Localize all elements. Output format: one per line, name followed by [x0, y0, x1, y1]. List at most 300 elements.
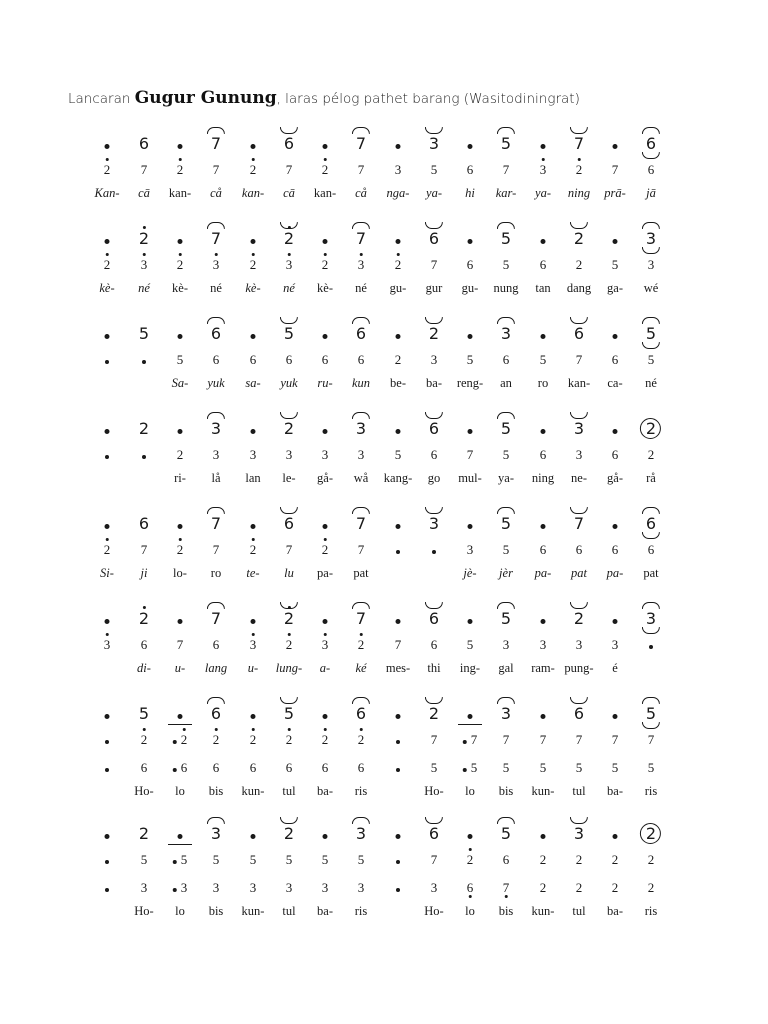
rest-dot: [105, 334, 110, 339]
elaboration-note: [105, 448, 109, 461]
elaboration-note: [173, 853, 188, 866]
elaboration-note: [503, 163, 510, 176]
kempul-arc: [207, 697, 225, 704]
elaboration-digit: 5: [430, 760, 438, 775]
grouping-bar: [168, 724, 192, 725]
octave-up-dot: [397, 253, 400, 256]
balungan-rest: [105, 326, 110, 342]
balungan-digit: 3: [211, 826, 221, 842]
lyric-syllable: Kan-: [94, 186, 120, 200]
elaboration-rest: [173, 733, 177, 746]
balungan-rest: [251, 706, 256, 722]
lyric-syllable: mul-: [458, 471, 482, 485]
elaboration-digit: 2: [176, 447, 184, 462]
elaboration-digit: 3: [285, 447, 293, 462]
kenong-arc: [642, 627, 660, 634]
rest-dot: [468, 834, 473, 839]
balungan-rest: [396, 826, 401, 842]
balungan-note: [501, 231, 511, 247]
balungan-rest: [468, 136, 473, 152]
elaboration-note: [322, 761, 329, 774]
balungan-rest: [178, 826, 183, 842]
balungan-note: [251, 231, 256, 247]
lyric-syllable: pung-: [564, 661, 594, 675]
elaboration-digit: 2: [611, 880, 619, 895]
kempul-arc: [497, 412, 515, 419]
grouping-bar: [458, 724, 482, 725]
elaboration-digit: 7: [176, 637, 184, 652]
balungan-digit: 3: [429, 516, 439, 532]
balungan-note: [574, 516, 584, 532]
balungan-digit: 5: [501, 516, 511, 532]
rest-dot: [251, 334, 256, 339]
balungan-digit: 2: [139, 611, 149, 627]
rest-dot: [173, 888, 177, 892]
balungan-rest: [468, 326, 473, 342]
balungan-rest: [613, 611, 618, 627]
balungan-rest: [105, 231, 110, 247]
lyric-syllable: Ho-: [424, 784, 444, 798]
elaboration-note: [540, 448, 547, 461]
elaboration-digit: 2: [395, 258, 402, 271]
elaboration-note: [576, 448, 583, 461]
balungan-note: [323, 611, 328, 627]
elaboration-digit: 6: [502, 352, 510, 367]
octave-up-dot: [324, 538, 327, 541]
elaboration-rest: [173, 853, 177, 866]
lyric-syllable: ning: [567, 186, 591, 200]
elaboration-digit: 2: [647, 880, 655, 895]
elaboration-digit: 5: [321, 852, 329, 867]
elaboration-note: [467, 638, 474, 651]
lyric-syllable: prā-: [604, 186, 626, 200]
lyric-syllable: kar-: [495, 186, 517, 200]
balungan-digit: 6: [284, 516, 294, 532]
kenong-arc: [570, 317, 588, 324]
lyric-syllable: an: [500, 376, 512, 390]
lyric-syllable: pa-: [534, 566, 552, 580]
elaboration-digit: 6: [539, 542, 547, 557]
elaboration-note: [213, 163, 220, 176]
lyric-syllable: gå-: [607, 471, 623, 485]
elaboration-note: [431, 761, 438, 774]
elaboration-digit: 6: [357, 352, 365, 367]
elaboration-digit: 2: [322, 258, 329, 271]
octave-up-dot: [542, 158, 545, 161]
balungan-rest: [468, 231, 473, 247]
octave-up-dot: [179, 158, 182, 161]
elaboration-rest: [105, 853, 109, 866]
balungan-digit: 5: [501, 826, 511, 842]
kenong-arc: [425, 697, 443, 704]
octave-up-dot: [215, 253, 218, 256]
elaboration-note: [395, 258, 402, 271]
elaboration-note: [286, 543, 293, 556]
rest-dot: [178, 144, 183, 149]
elaboration-note: [395, 163, 402, 176]
lyric-syllable: ya-: [535, 186, 551, 200]
balungan-note: [396, 421, 401, 437]
elaboration-note: [648, 761, 655, 774]
balungan-digit: 7: [356, 516, 366, 532]
rest-dot: [178, 714, 183, 719]
kenong-arc: [642, 342, 660, 349]
balungan-digit: 2: [284, 611, 294, 627]
elaboration-note: [358, 761, 365, 774]
kenong-arc: [280, 317, 298, 324]
lyric-syllable: ro: [537, 376, 549, 390]
lyric-syllable: sa-: [245, 376, 261, 390]
balungan-note: [429, 826, 439, 842]
kenong-arc: [425, 317, 443, 324]
octave-up-dot: [324, 728, 327, 731]
balungan-digit: 7: [356, 611, 366, 627]
elaboration-note: [576, 353, 583, 366]
lyric-syllable: tan: [535, 281, 551, 295]
elaboration-note: [250, 638, 257, 651]
elaboration-note: [467, 258, 474, 271]
octave-up-dot: [252, 633, 255, 636]
lyric-syllable: tul: [282, 904, 296, 918]
lyric-syllable: go: [427, 471, 441, 485]
elaboration-digit: 2: [539, 852, 547, 867]
elaboration-digit: 5: [466, 352, 474, 367]
elaboration-digit: 5: [575, 760, 583, 775]
balungan-note: [396, 136, 401, 152]
balungan-note: [356, 706, 366, 722]
elaboration-digit: 6: [140, 637, 148, 652]
kempul-arc: [642, 317, 660, 324]
elaboration-digit: 3: [575, 447, 583, 462]
elaboration-digit: 7: [212, 162, 220, 177]
elaboration-digit: 7: [430, 732, 438, 747]
rest-dot: [323, 714, 328, 719]
octave-up-dot: [179, 253, 182, 256]
balungan-note: [396, 706, 401, 722]
kenong-arc: [280, 222, 298, 229]
lyric-syllable: kan-: [567, 376, 591, 390]
lyric-syllable: kun-: [241, 784, 265, 798]
elaboration-digit: 3: [249, 447, 257, 462]
elaboration-digit: 5: [285, 852, 293, 867]
octave-up-dot: [106, 158, 109, 161]
lyric-syllable: kan-: [168, 186, 192, 200]
lyric-syllable: jā: [646, 186, 656, 200]
lyric-syllable: ne-: [571, 471, 587, 485]
balungan-note: [284, 231, 294, 247]
lyric-syllable: Si-: [100, 566, 114, 580]
balungan-digit: 3: [356, 826, 366, 842]
kenong-arc: [280, 817, 298, 824]
balungan-note: [501, 706, 511, 722]
rest-dot: [105, 860, 109, 864]
elaboration-note: [177, 353, 184, 366]
lyric-syllable: gå-: [317, 471, 333, 485]
lyric-syllable: jèr: [499, 566, 513, 580]
kempul-arc: [497, 222, 515, 229]
rest-dot: [396, 860, 400, 864]
lyric-syllable: ru-: [317, 376, 333, 390]
lyric-syllable: u-: [247, 661, 259, 675]
rest-dot: [396, 834, 401, 839]
elaboration-digit: 5: [502, 447, 510, 462]
balungan-rest: [541, 516, 546, 532]
rest-dot: [105, 455, 109, 459]
elaboration-note: [648, 881, 655, 894]
elaboration-digit: 2: [250, 543, 257, 556]
octave-up-dot: [215, 728, 218, 731]
lyric-syllable: be-: [390, 376, 406, 390]
balungan-rest: [541, 136, 546, 152]
lyric-syllable: ris: [354, 904, 368, 918]
balungan-digit: 2: [138, 419, 150, 438]
elaboration-note: [649, 638, 653, 651]
balungan-note: [178, 421, 183, 437]
rest-dot: [105, 834, 110, 839]
gong-circle: [640, 823, 661, 844]
lyric-syllable: gal: [498, 661, 514, 675]
octave-up-dot: [324, 633, 327, 636]
elaboration-note: [358, 543, 365, 556]
elaboration-note: [250, 258, 257, 271]
elaboration-rest: [396, 543, 400, 556]
elaboration-digit: 3: [575, 637, 583, 652]
elaboration-note: [540, 881, 547, 894]
elaboration-digit: 7: [611, 732, 619, 747]
kenong-arc: [425, 222, 443, 229]
balungan-rest: [468, 516, 473, 532]
elaboration-note: [322, 881, 329, 894]
balungan-rest: [323, 421, 328, 437]
balungan-note: [574, 136, 584, 152]
kenong-arc: [425, 412, 443, 419]
balungan-digit: 6: [574, 706, 584, 722]
balungan-rest: [396, 421, 401, 437]
balungan-note: [429, 516, 439, 532]
elaboration-digit: 2: [539, 880, 547, 895]
elaboration-note: [322, 853, 329, 866]
elaboration-digit: 7: [502, 732, 510, 747]
rest-dot: [613, 524, 618, 529]
balungan-note: [468, 136, 473, 152]
lyric-syllable: cā: [283, 186, 295, 200]
kenong-arc: [280, 127, 298, 134]
kempul-arc: [352, 222, 370, 229]
elaboration-digit: 7: [611, 162, 619, 177]
lyric-syllable: hi: [465, 186, 475, 200]
balungan-note: [646, 516, 656, 532]
balungan-digit: 2: [646, 826, 656, 842]
balungan-digit: 2: [429, 326, 439, 342]
balungan-rest: [613, 136, 618, 152]
elaboration-note: [540, 853, 547, 866]
elaboration-rest: [463, 733, 467, 746]
elaboration-note: [141, 853, 148, 866]
elaboration-note: [286, 881, 293, 894]
elaboration-note: [612, 258, 619, 271]
kenong-arc: [642, 532, 660, 539]
elaboration-digit: 3: [104, 638, 111, 651]
balungan-rest: [613, 326, 618, 342]
balungan-digit: 3: [211, 421, 221, 437]
elaboration-note: [358, 733, 365, 746]
lyric-syllable: mes-: [385, 661, 411, 675]
elaboration-digit: 2: [575, 852, 583, 867]
elaboration-digit: 5: [394, 447, 402, 462]
elaboration-digit: 6: [647, 542, 655, 557]
lyric-syllable: u-: [174, 661, 186, 675]
lyric-syllable: ris: [644, 904, 658, 918]
lyric-syllable: kun-: [241, 904, 265, 918]
balungan-rest: [468, 611, 473, 627]
elaboration-digit: 2: [177, 543, 184, 556]
elaboration-digit: 2: [467, 853, 474, 866]
kenong-arc: [425, 817, 443, 824]
elaboration-digit: 7: [430, 257, 438, 272]
balungan-rest: [251, 826, 256, 842]
balungan-note: [356, 826, 366, 842]
rest-dot: [613, 834, 618, 839]
elaboration-digit: 3: [180, 880, 188, 895]
lyric-syllable: tul: [572, 784, 586, 798]
rest-dot: [396, 550, 400, 554]
rest-dot: [105, 740, 109, 744]
elaboration-note: [576, 881, 583, 894]
rest-dot: [468, 429, 473, 434]
balungan-digit: 3: [501, 706, 511, 722]
balungan-digit: 3: [501, 326, 511, 342]
elaboration-note: [104, 258, 111, 271]
balungan-note: [429, 706, 439, 722]
octave-up-dot: [360, 253, 363, 256]
elaboration-note: [213, 733, 220, 746]
elaboration-digit: 3: [540, 163, 547, 176]
kempul-arc: [642, 697, 660, 704]
rest-dot: [396, 144, 401, 149]
elaboration-note: [648, 448, 655, 461]
elaboration-rest: [396, 733, 400, 746]
balungan-note: [284, 136, 294, 152]
lyric-syllable: ba-: [607, 904, 623, 918]
balungan-rest: [613, 421, 618, 437]
elaboration-digit: 5: [430, 162, 438, 177]
rest-dot: [541, 144, 546, 149]
balungan-rest: [396, 231, 401, 247]
balungan-note: [646, 136, 656, 152]
elaboration-note: [358, 853, 365, 866]
lyric-syllable: ba-: [426, 376, 442, 390]
elaboration-digit: 2: [250, 733, 257, 746]
balungan-note: [574, 231, 584, 247]
lyric-syllable: ning: [531, 471, 555, 485]
elaboration-note: [286, 733, 293, 746]
rest-dot: [178, 619, 183, 624]
elaboration-note: [431, 638, 438, 651]
elaboration-note: [540, 543, 547, 556]
elaboration-rest: [105, 733, 109, 746]
elaboration-digit: 5: [470, 760, 478, 775]
elaboration-note: [576, 163, 583, 176]
balungan-note: [105, 611, 110, 627]
kempul-arc: [642, 602, 660, 609]
rest-dot: [178, 524, 183, 529]
elaboration-note: [431, 258, 438, 271]
octave-down-dot: [469, 895, 472, 898]
balungan-digit: 5: [501, 611, 511, 627]
elaboration-note: [503, 881, 510, 894]
balungan-digit: 3: [574, 826, 584, 842]
elaboration-digit: 2: [286, 733, 293, 746]
lyric-syllable: le-: [282, 471, 296, 485]
balungan-rest: [396, 611, 401, 627]
elaboration-note: [105, 853, 109, 866]
balungan-rest: [396, 326, 401, 342]
elaboration-note: [213, 761, 220, 774]
elaboration-digit: 3: [286, 258, 293, 271]
elaboration-note: [141, 258, 148, 271]
balungan-rest: [468, 826, 473, 842]
elaboration-note: [250, 733, 257, 746]
lyric-syllable: kè-: [99, 281, 115, 295]
elaboration-digit: 5: [539, 760, 547, 775]
elaboration-note: [540, 761, 547, 774]
balungan-digit: 2: [284, 421, 294, 437]
elaboration-note: [648, 543, 655, 556]
balungan-note: [105, 826, 110, 842]
elaboration-note: [213, 448, 220, 461]
balungan-note: [501, 516, 511, 532]
kempul-arc: [207, 412, 225, 419]
kenong-arc: [425, 602, 443, 609]
rest-dot: [432, 550, 436, 554]
elaboration-note: [250, 353, 257, 366]
elaboration-digit: 6: [466, 257, 474, 272]
elaboration-digit: 5: [502, 542, 510, 557]
elaboration-note: [612, 733, 619, 746]
lyric-syllable: kun-: [531, 784, 555, 798]
lyric-syllable: ing-: [459, 661, 481, 675]
elaboration-digit: 6: [611, 447, 619, 462]
rest-dot: [396, 334, 401, 339]
lyric-syllable: lo: [175, 784, 185, 798]
lyric-syllable: lo: [465, 904, 475, 918]
elaboration-note: [104, 638, 111, 651]
kenong-arc: [425, 127, 443, 134]
elaboration-digit: 7: [466, 447, 474, 462]
balungan-note: [429, 611, 439, 627]
rest-dot: [251, 714, 256, 719]
balungan-digit: 5: [646, 326, 656, 342]
rest-dot: [396, 740, 400, 744]
balungan-rest: [105, 421, 110, 437]
balungan-note: [139, 516, 149, 532]
elaboration-note: [396, 543, 400, 556]
elaboration-note: [612, 853, 619, 866]
kempul-arc: [352, 602, 370, 609]
balungan-note: [178, 516, 183, 532]
balungan-note: [284, 611, 294, 627]
elaboration-digit: 3: [250, 638, 257, 651]
elaboration-digit: 6: [249, 352, 257, 367]
elaboration-note: [173, 733, 188, 746]
kenong-arc: [570, 127, 588, 134]
elaboration-note: [142, 448, 146, 461]
elaboration-note: [250, 543, 257, 556]
elaboration-digit: 3: [502, 637, 510, 652]
lyric-syllable: gu-: [389, 281, 407, 295]
elaboration-note: [177, 543, 184, 556]
balungan-note: [105, 136, 110, 152]
